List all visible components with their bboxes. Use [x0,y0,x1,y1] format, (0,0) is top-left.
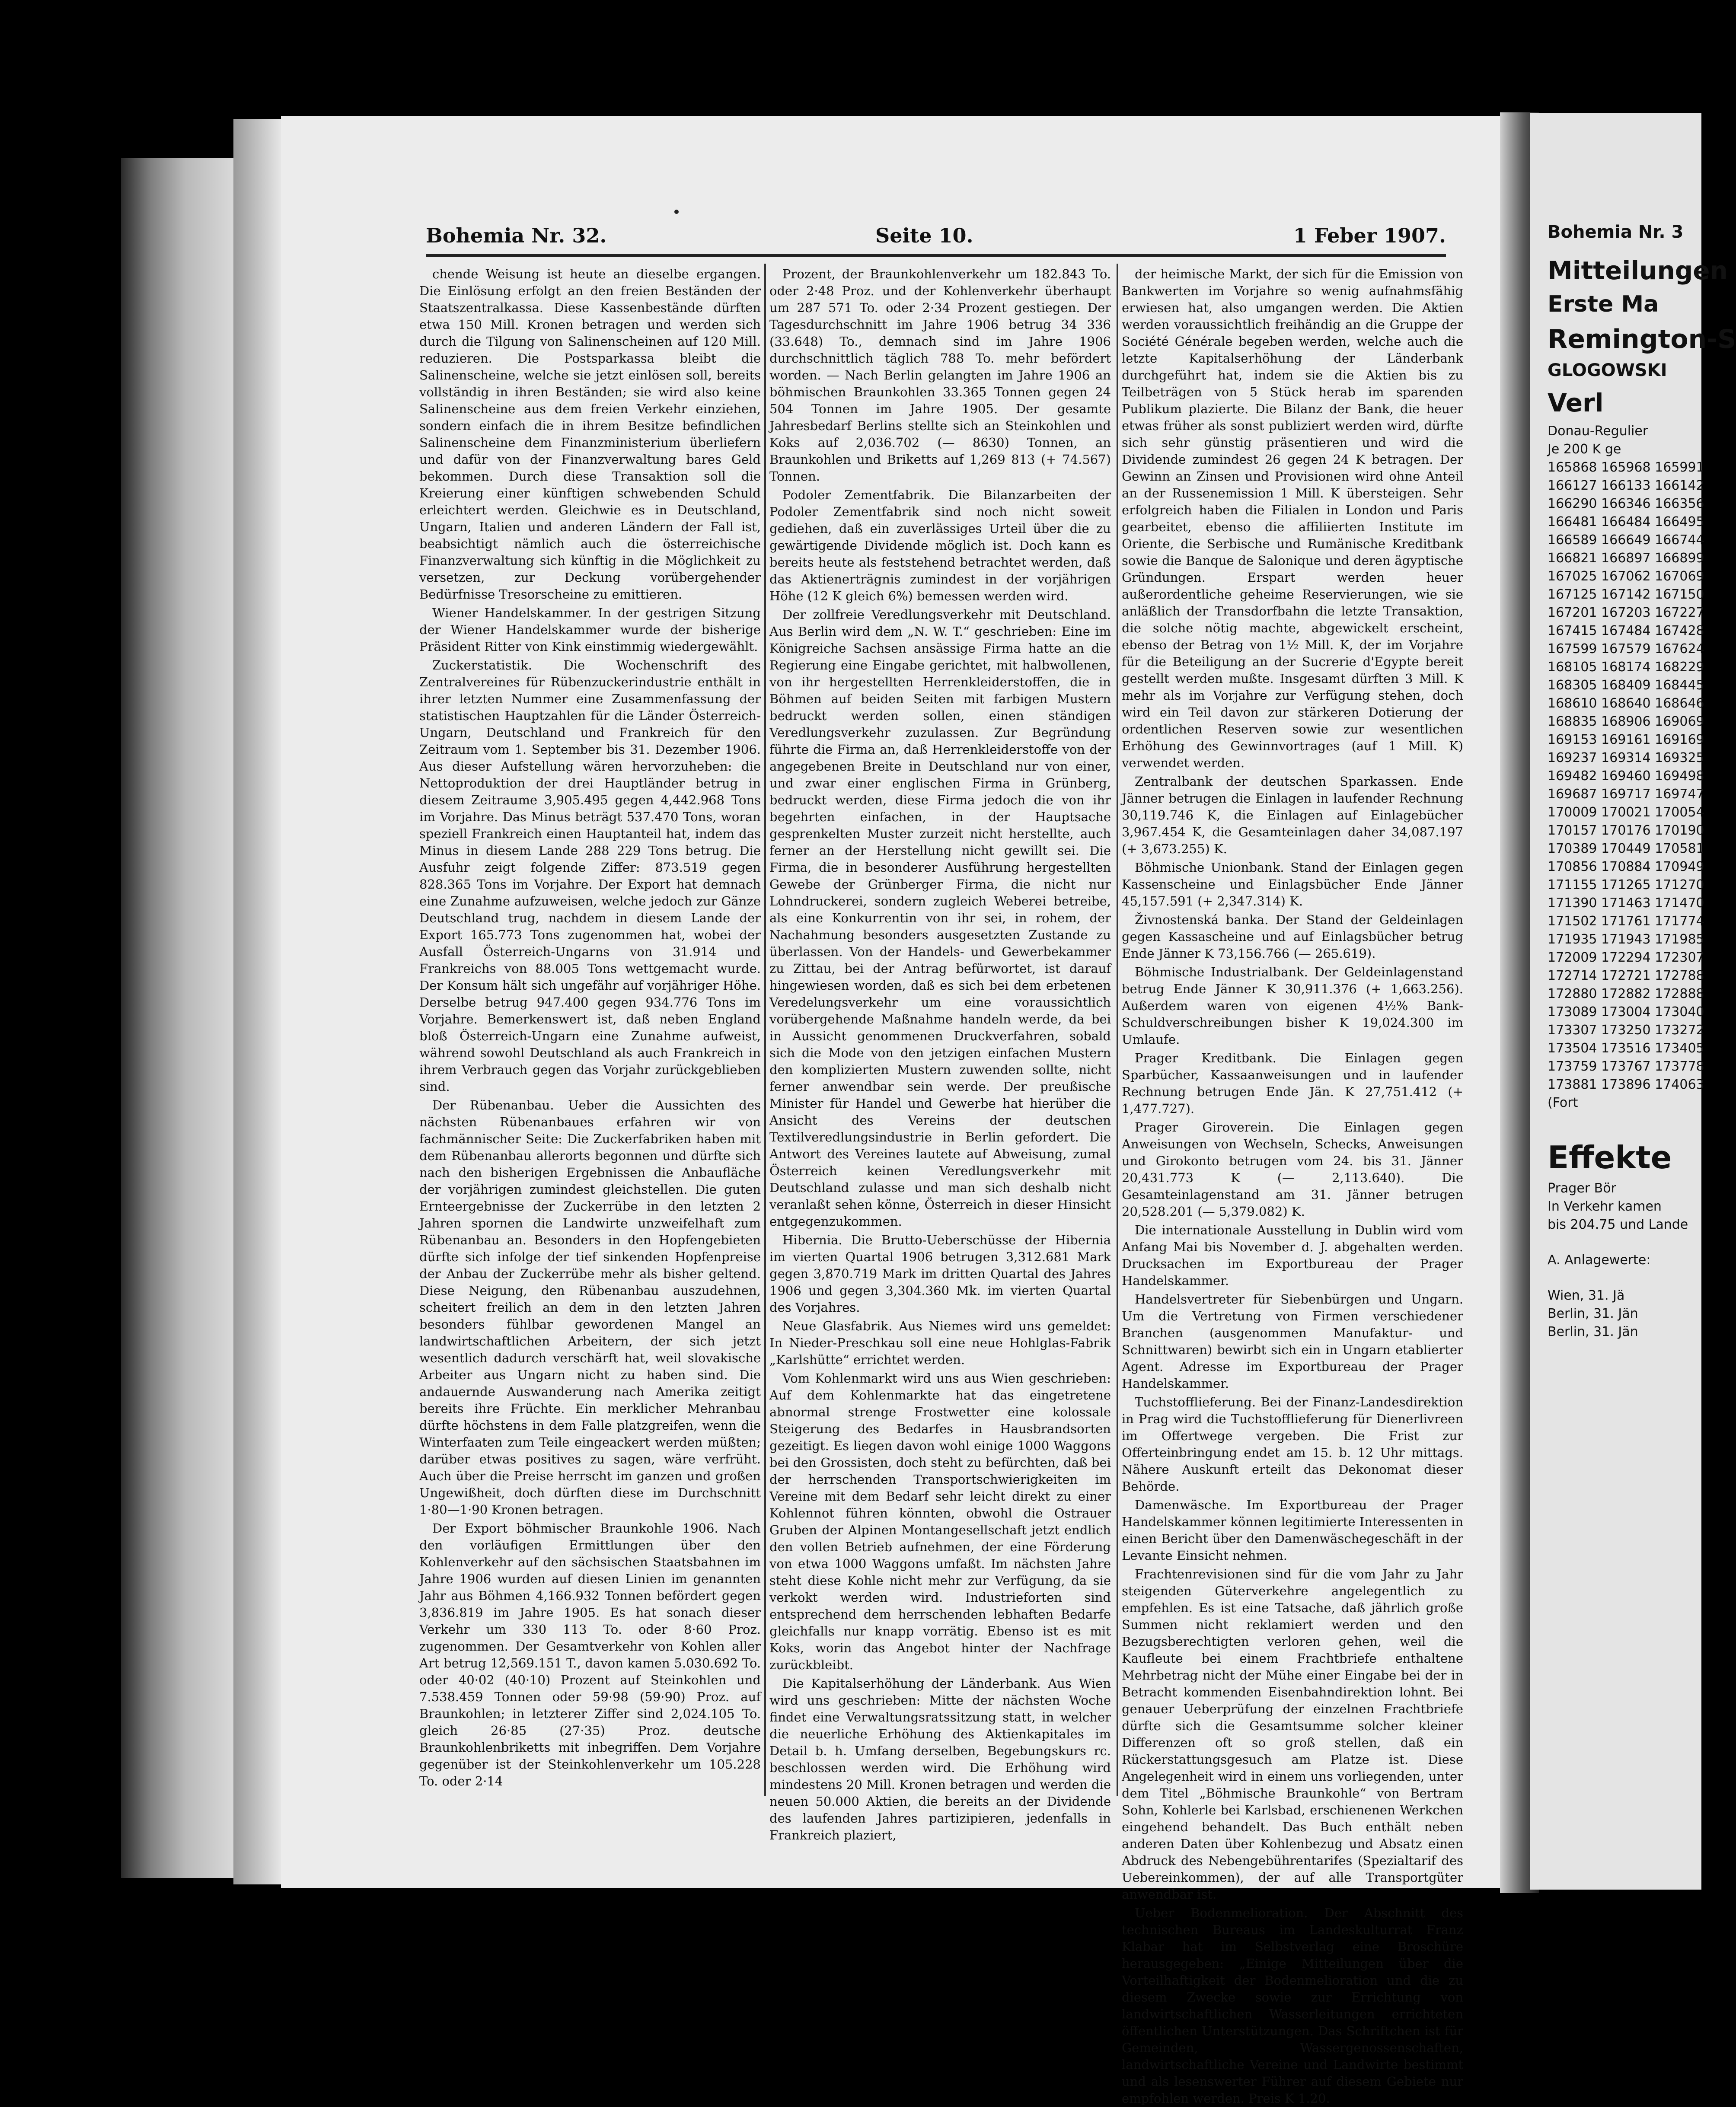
adjacent-page-line: Donau-Regulier [1548,424,1648,439]
paragraph: Die internationale Ausstellung in Dublin wird vom Anfang Mai bis November d. J. abgehalten werden. Drucksachen im Exportbureau der Prager Handelskammer. [1122,1223,1463,1288]
adjacent-page-line: 167599 167579 167624 [1548,641,1704,657]
header-publication: Bohemia Nr. 32. [426,224,607,247]
adjacent-page [1530,113,1736,1890]
adjacent-page-line: Berlin, 31. Jän [1548,1306,1638,1321]
adjacent-page-line: 166481 166484 166495 [1548,514,1704,529]
adjacent-page-line: Verl [1548,388,1604,418]
paragraph: Böhmische Industrialbank. Der Geldeinlagenstand betrug Ende Jänner K 30,911.376 (+ 1,663.256). Außerdem waren von eigenen 4½% Bank-Schuldverschreibungen bisher K 19,024.300 im Umlaufe. [1122,965,1463,1047]
adjacent-page-line: Remington-S [1548,324,1736,354]
adjacent-page-line: 170157 170176 170190 [1548,823,1704,838]
adjacent-page-line: 168305 168409 168445 [1548,678,1704,693]
paragraph: Živnostenská banka. Der Stand der Geldeinlagen gegen Kassascheine und auf Einlagsbücher betrug Ende Jänner K 73,156.766 (— 265.619). [1122,912,1463,961]
adjacent-page-line: 173307 173250 173272 [1548,1023,1704,1038]
paragraph: Frachtenrevisionen sind für die vom Jahr zu Jahr steigenden Güterverkehre angelegentlich zu empfehlen. Es ist eine Tatsache, daß jährlich große Summen nicht reklamiert werden und den Bezugsberechtigten verloren gehen, weil die Kaufleute bei einem Frachtbriefe enthaltene Mehrbetrag nicht der Mühe einer Eingabe bei der in Betracht kommenden Eisenbahndirektion lohnt. Bei genauer Ueberprüfung der einzelnen Frachtbriefe dürfte sich die Gesamtsumme solcher kleiner Differenzen oft so groß stellen, daß ein Rückerstattungsgesuch am Platze ist. Diese Angelegenheit wird in einem uns vorliegenden, unter dem Titel „Böhmische Braunkohle“ von Bertram Sohn, Kohlerle bei Karlsbad, erschienenen Werkchen eingehend behandelt. Das Buch enthält neben anderen Daten über Kohlenbezug und Absatz einen Abdruck des Nebengebührentarifes (Spezialtarif des Uebereinkommen), der auf alle Transportgüter anwendbar ist. [1122,1567,1463,1902]
paragraph: Tuchstofflieferung. Bei der Finanz-Landesdirektion in Prag wird die Tuchstofflieferung für Dienerlivreen im Offertwege vergeben. Die Frist zur Offerteinbringung endet am 15. b. 12 Uhr mittags. Nähere Auskunft erteilt das Dekonomat dieser Behörde. [1122,1395,1463,1494]
adjacent-page-line: 169482 169460 169498 [1548,768,1704,784]
adjacent-page-line: 171502 171761 171774 [1548,914,1704,929]
adjacent-page-line: 172880 172882 172888 [1548,986,1704,1001]
adjacent-page-line: 173089 173004 173040 [1548,1004,1704,1020]
paragraph: Böhmische Unionbank. Stand der Einlagen gegen Kassenscheine und Einlagsbücher Ende Jänner 45,157.591 (+ 2,347.314) K. [1122,860,1463,908]
adjacent-page-line: Mitteilungen [1548,256,1728,285]
adjacent-page-line: Prager Bör [1548,1181,1616,1196]
paragraph: Prager Giroverein. Die Einlagen gegen Anweisungen von Wechseln, Schecks, Anweisungen und Girokonto betrugen vom 24. bis 31. Jänner 20,431.773 K (— 2,113.640). Die Gesamteinlagenstand am 31. Jänner betrugen 20,528.201 (— 5,379.082) K. [1122,1120,1463,1219]
header-date: 1 Feber 1907. [1293,224,1446,247]
adjacent-page-line: 171935 171943 171985 [1548,932,1704,947]
adjacent-page-line: 166821 166897 166899 [1548,551,1704,566]
adjacent-page-line: 173504 173516 173405 [1548,1041,1704,1056]
adjacent-page-line: 168835 168906 169069 [1548,714,1704,729]
paragraph: Hibernia. Die Brutto-Ueberschüsse der Hibernia im vierten Quartal 1906 betrugen 3,312.681 Mark gegen 3,870.719 Mark im dritten Quartal des Jahres 1906 und gegen 3,304.360 Mk. im vierten Quartal des Vorjahres. [769,1233,1111,1315]
adjacent-page-line: In Verkehr kamen [1548,1199,1662,1214]
adjacent-page-line: Wien, 31. Jä [1548,1288,1625,1303]
adjacent-page-line: 166127 166133 166142 [1548,478,1704,493]
adjacent-page-line: 168105 168174 168229 [1548,660,1704,675]
paragraph: der heimische Markt, der sich für die Emission von Bankwerten im Vorjahre so wenig aufnahmsfähig erwiesen hat, also umgangen werden. Die Aktien werden voraussichtlich freihändig an die Gruppe der Société Générale begeben werden, welche auch die letzte Kapitalserhöhung der Länderbank durchgeführt hat, indem sie die Aktien bis zu Teilbeträgen von 5 Stück herab im sparenden Publikum plazierte. Die Bilanz der Bank, die heuer etwas früher als sonst publiziert werden wird, dürfte sich sehr günstig präsentieren und wird die Dividende zumindest 26 gegen 24 K betragen. Der Gewinn an Zinsen und Provisionen wird ohne Anteil an der Russenemission 1 Mill. K übersteigen. Sehr erfolgreich haben die Filialen in London und Paris gearbeitet, ebenso die affiliierten Institute im Oriente, die Serbische und Rumänische Kreditbank sowie die Banque de Salonique und deren ägyptische Gründungen. Erspart werden heuer außerordentliche geheime Reservierungen, wie sie anläßlich der Transdorfbahn die letzte Transaktion, die solche nötig machte, abgewickelt erscheint, ebenso der Betrag von 1½ Mill. K, der im Vorjahre für die Beteiligung an der Sucrerie d'Egypte bereit gestellt werden mußte. Insgesamt dürften 3 Mill. K mehr als im Vorjahre zur Verfügung stehen, doch wird ein Teil davon zur stärkeren Dotierung der ordentlichen Reserven sowie zur wesentlichen Erhöhung des Gewinnvortrages (auf 1 Mill. K) verwendet werden. [1122,267,1463,770]
adjacent-page-line: 169237 169314 169325 [1548,750,1704,765]
adjacent-page-line: bis 204.75 und Lande [1548,1217,1688,1232]
page-speck [674,210,679,214]
paragraph: Der Rübenanbau. Ueber die Aussichten des nächsten Rübenanbaues erfahren wir von fachmännischer Seite: Die Zuckerfabriken haben mit dem Rübenanbau allerorts begonnen und dürfte sich nach den bisherigen Ergebnissen die Anbaufläche der vorjährigen zumindest gleichstellen. Die guten Ernteergebnisse der Zuckerrübe in den letzten 2 Jahren spornen die Landwirte unzweifelhaft zum Rübenanbau an. Besonders in den Hopfengebieten dürfte sich infolge der tief sinkenden Hopfenpreise der Anbau der Zuckerrübe mehr als bisher geltend. Diese Neigung, den Rübenanbau auszudehnen, scheitert freilich an dem in den letzten Jahren besonders fühlbar gewordenen Mangel an landwirtschaftlichen Arbeitern, der sich jetzt wesentlich dadurch verschärft hat, weil slovakische Arbeiter aus Ungarn nicht zu haben sind. Die andauernde Auswanderung nach Amerika zeitigt bereits ihre Früchte. Ein merklicher Mehranbau dürfte höchstens in dem Falle platzgreifen, wenn die Winterfaaten zum Teile eingeackert werden müßten; darüber etwas positives zu sagen, wäre verfrüht. Auch über die Preise herrscht im ganzen und großen Ungewißheit, doch dürften diese im Durchschnitt 1·80—1·90 Kronen betragen. [419,1098,761,1517]
adjacent-page-line: A. Anlagewerte: [1548,1253,1651,1268]
adjacent-page-line: (Fort [1548,1095,1578,1110]
adjacent-page-line: 171390 171463 171470 [1548,896,1704,911]
adjacent-page-line: Berlin, 31. Jän [1548,1324,1638,1339]
adjacent-page-line: 170856 170884 170949 [1548,859,1704,874]
paragraph: Wiener Handelskammer. In der gestrigen Sitzung der Wiener Handelskammer wurde der bisherige Präsident Ritter von Kink einstimmig wiedergewählt. [419,606,761,654]
adjacent-page-line: GLOGOWSKI [1548,360,1667,380]
adjacent-page-line: 168610 168640 168646 [1548,696,1704,711]
paragraph: Prager Kreditbank. Die Einlagen gegen Sparbücher, Kassaanweisungen und in laufender Rechnung betrugen Ende Jän. K 27,751.412 (+ 1,477.727). [1122,1051,1463,1116]
adjacent-page-line: 171155 171265 171270 [1548,877,1704,893]
adjacent-page-line: Je 200 K ge [1548,442,1621,457]
adjacent-page-line: 166290 166346 166356 [1548,496,1704,511]
paragraph: Vom Kohlenmarkt wird uns aus Wien geschrieben: Auf dem Kohlenmarkte hat das eingetretene abnormal strenge Frostwetter eine kolossale Steigerung des Bedarfes in Hausbrandsorten gezeitigt. Es liegen davon wohl einige 1000 Waggons bei den Grossisten, doch steht zu befürchten, daß bei der herrschenden Transportschwierigkeiten im Vereine mit dem Bedarf sehr leicht direkt zu einer Kohlennot führen könnten, obwohl die Ostrauer Gruben der Alpinen Montangesellschaft jetzt endlich den vollen Betrieb aufnehmen, der eine Förderung von etwa 1000 Waggons umfaßt. Im nächsten Jahre steht diese Kohle nicht mehr zur Verfügung, da sie verkokt werden wird. Industrieforten sind entsprechend dem herrschenden lebhaften Bedarfe gleichfalls nur knapp vorrätig. Ebenso ist es mit Koks, worin das Angebot hinter der Nachfrage zurückbleibt. [769,1371,1111,1672]
paragraph: Zentralbank der deutschen Sparkassen. Ende Jänner betrugen die Einlagen in laufender Rechnung 30,119.746 K, die Einlagen auf Einlagebücher 3,967.454 K, die Gesamteinlagen daher 34,087.197 (+ 3,673.255) K. [1122,774,1463,856]
paragraph: Ueber Bodenmelioration. Der Abschnitt des technischen Bureaus im Landeskulturrat Franz Klabar hat im Selbstverlag eine Broschüre herausgegeben: „Einige Mitteilungen über die Vorteilhaftigkeit der Bodenmelioration und die zu diesem Zwecke sowie zur Errichtung von landwirtschaftlichen Wasserleitungen errichteten öffentlichen Unterstützungen. Das Schriftchen ist für Gemeinden, Wassergenossenschaften, landwirtschaftliche Vereine und Landwirte bestimmt und als lesenswerter Führer auf diesem Gebiete nur empfohlen werden. Preis K 1.20. [1122,1906,1463,2106]
adjacent-page-line: 172009 172294 172307 [1548,950,1704,965]
adjacent-page-line: Effekte [1548,1139,1672,1176]
paragraph: Der zollfreie Veredlungsverkehr mit Deutschland. Aus Berlin wird dem „N. W. T.“ geschrieben: Eine im Königreiche Sachsen ansässige Firma hatte an die Regierung eine Eingabe gerichtet, mit halbwollenen, von ihr hergestellten Herrenkleiderstoffen, die in Böhmen auf beiden Seiten mit farbigen Mustern bedruckt werden sollen, einen ständigen Veredlungsverkehr zuzulassen. Zur Begründung führte die Firma an, daß Herrenkleiderstoffe von der angegebenen Breite in Deutschland nur von einer, und zwar einer englischen Firma in Grünberg, bedruckt werden, diese Firma jedoch die von ihr begehrten einfachen, in der Hauptsache gesprenkelten Muster zurzeit nicht herstellte, auch ferner an der Herstellung nicht gewillt sei. Die Firma, die in besonderer Ausführung hergestellten Gewebe der Grünberger Firma, die nicht nur Lohndruckerei, sondern zugleich Weberei betreibe, als eine Konkurrentin von ihr sei, in rohem, der Nachahmung besonders ausgesetzten Zustande zu überlassen. Von der Handels- und Gewerbekammer zu Zittau, bei der Antrag befürwortet, ist darauf hingewiesen worden, daß es sich bei dem erbetenen Veredelungsverkehr um eine voraussichtlich vorübergehende Maßnahme handeln werde, da bei in Aussicht genommenen Druckverfahren, sobald sich die Mode von den jetzigen einfachen Mustern den komplizierten Mustern zuwenden sollte, nicht ferner anwendbar sein werde. Der preußische Minister für Handel und Gewerbe hat hierüber die Ansicht des Vereins der deutschen Textilveredlungsindustrie in Berlin gefordert. Die Antwort des Vereines lautete auf Abweisung, zumal Österreich keinen Veredlungsverkehr mit Deutschland zulasse und man sich deshalb nicht veranlaßt sehen könne, Österreich in dieser Hinsicht entgegenzukommen. [769,607,1111,1229]
paragraph: Damenwäsche. Im Exportbureau der Prager Handelskammer können legitimierte Interessenten in einen Bericht über den Damenwäschegeschäft in der Levante Einsicht nehmen. [1122,1498,1463,1563]
text-column-3 [1122,266,1463,2106]
paragraph: Die Kapitalserhöhung der Länderbank. Aus Wien wird uns geschrieben: Mitte der nächsten Woche findet eine Verwaltungsratssitzung statt, in welcher die neuerliche Erhöhung des Aktienkapitales im Detail b. h. Umfang derselben, Begebungskurs rc. beschlossen werden wird. Die Erhöhung wird mindestens 20 Mill. Kronen betragen und werden die neuen 50.000 Aktien, die bereits an der Dividende des laufenden Jahres partizipieren, jedenfalls in Frankreich plaziert, [769,1676,1111,1842]
adjacent-page-line: 167025 167062 167069 [1548,569,1704,584]
text-column-2 [769,266,1111,1842]
paragraph: Zuckerstatistik. Die Wochenschrift des Zentralvereines für Rübenzuckerindustrie enthält in ihrer letzten Nummer eine Zusammenfassung der statistischen Hauptzahlen für die Länder Österreich-Ungarn, Deutschland und Frankreich für den Zeitraum vom 1. September bis 31. Dezember 1906. Aus dieser Aufstellung wären hervorzuheben: die Nettoproduktion der drei Hauptländer betrug in diesem Zeitraume 3,905.495 gegen 4,442.968 Tons im Vorjahre. Das Minus beträgt 537.470 Tons, woran speziell Frankreich einen Hauptanteil hat, indem das Minus in diesem Lande 288 229 Tons betrug. Die Ausfuhr zeigt folgende Ziffer: 873.519 gegen 828.365 Tons im Vorjahre. Der Export hat demnach eine Zunahme aufzuweisen, welche jedoch zur Gänze Deutschland trug, nachdem in diesem Lande der Export 165.773 Tons zugenommen hat, wobei der Ausfall Österreich-Ungarns von 31.914 und Frankreichs von 88.005 Tons wettgemacht wurde. Der Konsum hält sich ungefähr auf vorjähriger Höhe. Derselbe betrug 947.400 gegen 934.776 Tons im Vorjahre. Bemerkenswert ist, daß neben England bloß Österreich-Ungarn eine Zunahme aufweist, während sowohl Deutschland als auch Frankreich in ihrem Verbrauch gegen das Vorjahr zurückgeblieben sind. [419,658,761,1094]
adjacent-page-line: 172714 172721 172788 [1548,968,1704,983]
page-header [426,224,1446,257]
book-page-edges [233,119,281,1884]
adjacent-page-line: 173759 173767 173778 [1548,1059,1704,1074]
header-page-number: Seite 10. [875,224,973,247]
paragraph: Der Export böhmischer Braunkohle 1906. Nach den vorläufigen Ermittlungen über den Kohlenverkehr auf den sächsischen Staatsbahnen im Jahre 1906 wurden auf diesen Linien im genannten Jahr aus Böhmen 4,166.932 Tonnen befördert gegen 3,836.819 im Jahre 1905. Es hat sonach dieser Verkehr um 330 113 To. oder 8·60 Proz. zugenommen. Der Gesamtverkehr von Kohlen aller Art betrug 12,569.151 T., davon kamen 5.030.692 To. oder 40·02 (40·10) Prozent auf Steinkohlen und 7.538.459 Tonnen oder 59·98 (59·90) Proz. auf Braunkohlen; in letzterer Ziffer sind 2,024.105 To. gleich 26·85 (27·35) Proz. deutsche Braunkohlenbriketts mit inbegriffen. Dem Vorjahre gegenüber ist der Steinkohlenverkehr um 105.228 To. oder 2·14 [419,1521,761,1788]
column-rule [1117,264,1118,1796]
paragraph: Handelsvertreter für Siebenbürgen und Ungarn. Um die Vertretung von Firmen verschiedener Branchen (ausgenommen Manufaktur- und Schnittwaren) bewirbt sich ein in Ungarn etablierter Agent. Adresse im Exportbureau der Prager Handelskammer. [1122,1292,1463,1391]
adjacent-page-line: 166589 166649 166744 [1548,532,1704,548]
adjacent-page-line: 165868 165968 165991 [1548,460,1704,475]
paragraph: Prozent, der Braunkohlenverkehr um 182.843 To. oder 2·48 Proz. und der Kohlenverkehr überhaupt um 287 571 To. oder 2·34 Prozent gestiegen. Der Tagesdurchschnitt im Jahre 1906 betrug 34 336 (33.648) To., demnach sind im Jahre 1906 durchschnittlich täglich 788 To. mehr befördert worden. — Nach Berlin gelangten im Jahre 1906 an böhmischen Braunkohlen 33.365 Tonnen gegen 24 504 Tonnen im Jahre 1905. Der gesamte Jahresbedarf Berlins stellte sich an Steinkohlen und Koks auf 2,036.702 (— 8630) Tonnen, an Braunkohlen und Briketts auf 1,269 813 (+ 74.567) Tonnen. [769,267,1111,484]
adjacent-page-line: 167201 167203 167227 [1548,605,1704,620]
adjacent-page-line: Erste Ma [1548,291,1659,317]
paragraph: Podoler Zementfabrik. Die Bilanzarbeiten der Podoler Zementfabrik sind noch nicht soweit gediehen, daß ein zuverlässiges Urteil über die zu gewärtigende Dividende möglich ist. Doch kann es bereits heute als feststehend betrachtet werden, daß das Aktienerträgnis zumindest in der vorjährigen Höhe (12 K gleich 6%) bemessen werden wird. [769,488,1111,603]
adjacent-page-line: 169687 169717 169747 [1548,787,1704,802]
adjacent-page-line: 167415 167484 167428 [1548,623,1704,638]
adjacent-page-line: 173881 173896 174063 [1548,1077,1704,1092]
paragraph: Neue Glasfabrik. Aus Niemes wird uns gemeldet: In Nieder-Preschkau soll eine neue Hohlglas-Fabrik „Karlshütte“ errichtet werden. [769,1319,1111,1367]
adjacent-page-line: 170009 170021 170054 [1548,805,1704,820]
adjacent-header: Bohemia Nr. 3 [1548,222,1684,242]
adjacent-page-line: 167125 167142 167150 [1548,587,1704,602]
adjacent-page-line: 169153 169161 169169 [1548,732,1704,747]
adjacent-page-line: 170389 170449 170581 [1548,841,1704,856]
text-column-1 [419,266,761,1796]
paragraph: chende Weisung ist heute an dieselbe ergangen. Die Einlösung erfolgt an den freien Beständen der Staatszentralkassa. Diese Kassenbestände dürften etwa 150 Mill. Kronen betragen und werden sich durch die Tilgung von Salinenscheinen auf 120 Mill. reduzieren. Die Postsparkassa bleibt die Salinenscheine, welche sie jetzt einlösen soll, bereits vollständig in ihren Beständen; sie wird also keine Salinenscheine aus dem freien Verkehr einziehen, sondern einfach die in ihrem Besitze befindlichen Salinenscheine dem Finanzministerium überliefern und dafür von der Finanzverwaltung bares Geld bekommen. Durch diese Transaktion soll die Kreierung einer künftigen schwebenden Schuld erleichtert werden. Gleichwie es in Deutschland, Ungarn, Italien und anderen Ländern der Fall ist, beabsichtigt nämlich auch die österreichische Finanzverwaltung sich künftig in die Möglichkeit zu versetzen, zur Deckung vorübergehender Bedürfnisse Tresorscheine zu emittieren. [419,267,761,602]
column-rule [764,264,766,1796]
